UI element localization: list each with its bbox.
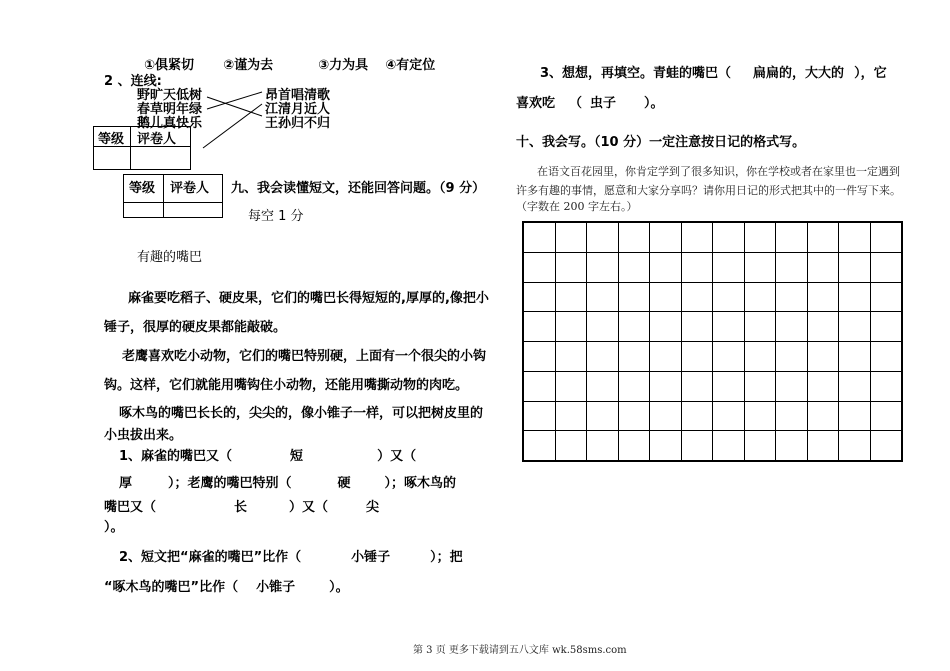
writing-grid-cell[interactable] [524, 401, 556, 431]
writing-grid-cell[interactable] [807, 312, 839, 342]
writing-grid-cell[interactable] [744, 312, 776, 342]
writing-grid-row [524, 401, 902, 431]
writing-grid-row [524, 431, 902, 461]
writing-grid-cell[interactable] [870, 282, 902, 312]
writing-grid-cell[interactable] [587, 431, 619, 461]
writing-grid-cell[interactable] [839, 312, 871, 342]
q1-line-4: ）。 [104, 520, 124, 535]
writing-grid-cell[interactable] [524, 223, 556, 253]
writing-grid-cell[interactable] [807, 282, 839, 312]
writing-grid-cell[interactable] [618, 371, 650, 401]
passage-para-3-line-2: 小虫拔出来。 [104, 428, 183, 443]
writing-grid-cell[interactable] [807, 371, 839, 401]
writing-grid-cell[interactable] [744, 401, 776, 431]
q1-answer-short: 短 [290, 449, 304, 464]
writing-grid-cell[interactable] [587, 342, 619, 372]
option-2: ②谨为去 [223, 58, 274, 73]
writing-grid-cell[interactable] [776, 342, 808, 372]
writing-grid-cell[interactable] [587, 223, 619, 253]
writing-grid-cell[interactable] [587, 252, 619, 282]
q1-answer-hard: 硬 [337, 476, 351, 491]
writing-grid-row [524, 223, 902, 253]
writing-grid-cell[interactable] [776, 312, 808, 342]
match-left-2: 春草明年绿 [137, 102, 203, 117]
q2-line-1-prefix: 2、短文把“麻雀的嘴巴”比作（ [119, 550, 302, 565]
score-box-2-grader-label: 评卷人 [170, 181, 210, 196]
writing-grid-cell[interactable] [650, 401, 682, 431]
writing-grid-cell[interactable] [870, 371, 902, 401]
writing-grid-cell[interactable] [839, 371, 871, 401]
section-9-title: 九、我会读懂短文，还能回答问题。（9 分） [231, 181, 486, 196]
q2-line-2-prefix: “啄木鸟的嘴巴”比作（ [104, 580, 239, 595]
option-4: ④有定位 [385, 58, 436, 73]
section-9-note: 每空 1 分 [248, 209, 304, 224]
writing-grid-cell[interactable] [681, 312, 713, 342]
writing-grid-cell[interactable] [776, 252, 808, 282]
writing-grid-cell[interactable] [618, 223, 650, 253]
q3-line-2 [516, 92, 664, 111]
passage-para-3-line-1: 啄木鸟的嘴巴长长的，尖尖的，像小锥子一样，可以把树皮里的 [119, 406, 484, 421]
writing-grid-cell[interactable] [744, 252, 776, 282]
q1-line-2-suffix: ）；啄木鸟的 [384, 476, 457, 491]
writing-grid-cell[interactable] [681, 252, 713, 282]
writing-grid[interactable] [522, 221, 903, 462]
writing-grid-cell[interactable] [776, 282, 808, 312]
writing-grid-cell[interactable] [650, 371, 682, 401]
writing-grid-cell[interactable] [807, 252, 839, 282]
writing-grid-cell[interactable] [524, 342, 556, 372]
writing-grid-cell[interactable] [681, 431, 713, 461]
writing-grid-cell[interactable] [555, 342, 587, 372]
q2-line-1 [119, 546, 463, 565]
writing-grid-cell[interactable] [807, 342, 839, 372]
writing-grid-cell[interactable] [587, 371, 619, 401]
writing-grid-cell[interactable] [839, 223, 871, 253]
match-line-3 [203, 104, 262, 148]
q3-answer-mouth: 扁扁的，大大的 [753, 66, 845, 81]
writing-grid-cell[interactable] [618, 282, 650, 312]
q2-answer-hammer: 小锤子 [351, 550, 391, 565]
writing-grid-cell[interactable] [555, 282, 587, 312]
q2-line-1-suffix: ）；把 [430, 550, 463, 565]
writing-grid-cell[interactable] [839, 401, 871, 431]
q2-answer-awl: 小锥子 [256, 580, 296, 595]
writing-grid-cell[interactable] [555, 312, 587, 342]
section-10-title: 十、我会写。（10 分）一定注意按日记的格式写。 [516, 135, 806, 150]
writing-grid-cell[interactable] [744, 371, 776, 401]
passage-para-2-line-1: 老鹰喜欢吃小动物，它们的嘴巴特别硬，上面有一个很尖的小钩 [122, 349, 487, 364]
writing-grid-cell[interactable] [776, 401, 808, 431]
q3-line-2-suffix: ）。 [644, 96, 664, 111]
writing-instruction-line-3: （字数在 200 字左右。） [516, 200, 638, 213]
match-right-3: 王孙归不归 [265, 116, 331, 131]
writing-grid-cell[interactable] [618, 401, 650, 431]
page-footer: 第 3 页 更多下载请到五八文库 wk.58sms.com [413, 645, 627, 656]
writing-grid-cell[interactable] [618, 312, 650, 342]
q3-line-2-open: （ [569, 96, 583, 111]
writing-grid-cell[interactable] [713, 252, 745, 282]
score-box-1-grade-label: 等级 [98, 132, 125, 147]
writing-grid-cell[interactable] [524, 282, 556, 312]
writing-grid-cell[interactable] [807, 401, 839, 431]
writing-grid-cell[interactable] [650, 282, 682, 312]
writing-grid-cell[interactable] [870, 401, 902, 431]
writing-grid-cell[interactable] [555, 431, 587, 461]
q3-line-2-prefix: 喜欢吃 [516, 96, 556, 111]
writing-grid-cell[interactable] [713, 223, 745, 253]
writing-instruction-line-1: 在语文百花园里，你肯定学到了很多知识，你在学校或者在家里也一定遇到 [537, 165, 900, 178]
writing-grid-cell[interactable] [713, 312, 745, 342]
q1-answer-long: 长 [234, 500, 248, 515]
writing-grid-cell[interactable] [713, 431, 745, 461]
writing-grid-cell[interactable] [587, 312, 619, 342]
writing-grid-cell[interactable] [618, 342, 650, 372]
writing-grid-cell[interactable] [681, 282, 713, 312]
q1-answer-sharp: 尖 [366, 500, 380, 515]
writing-grid-cell[interactable] [776, 371, 808, 401]
writing-grid-row [524, 371, 902, 401]
writing-grid-cell[interactable] [587, 401, 619, 431]
writing-grid-cell[interactable] [713, 401, 745, 431]
writing-grid-cell[interactable] [839, 282, 871, 312]
writing-grid-cell[interactable] [618, 431, 650, 461]
q3-line-1-suffix: ），它 [854, 66, 887, 81]
writing-grid-cell[interactable] [524, 371, 556, 401]
q1-answer-thick: 厚 [119, 476, 133, 491]
question-2-title: 2 、连线: [104, 74, 162, 89]
writing-grid-cell[interactable] [524, 312, 556, 342]
passage-para-2-line-2: 钩。这样，它们就能用嘴钩住小动物，还能用嘴撕动物的肉吃。 [104, 378, 469, 393]
writing-grid-row [524, 312, 902, 342]
writing-grid-cell[interactable] [744, 342, 776, 372]
q1-line-1-suffix: ）又（ [377, 449, 417, 464]
match-left-1: 野旷天低树 [137, 88, 203, 103]
q1-line-1 [119, 445, 416, 464]
writing-grid-cell[interactable] [524, 252, 556, 282]
writing-grid-cell[interactable] [807, 431, 839, 461]
writing-grid-cell[interactable] [870, 252, 902, 282]
writing-grid-cell[interactable] [713, 371, 745, 401]
writing-grid-cell[interactable] [807, 223, 839, 253]
match-left-3: 鹅儿真快乐 [137, 116, 203, 131]
writing-grid-cell[interactable] [650, 431, 682, 461]
passage-title: 有趣的嘴巴 [137, 250, 203, 265]
writing-grid-cell[interactable] [839, 252, 871, 282]
writing-grid-cell[interactable] [870, 223, 902, 253]
writing-grid-cell[interactable] [650, 223, 682, 253]
writing-grid-cell[interactable] [555, 401, 587, 431]
writing-grid-cell[interactable] [839, 342, 871, 372]
writing-instruction-line-2: 许多有趣的事情，愿意和大家分享吗？请你用日记的形式把其中的一件写下来。 [516, 184, 901, 197]
writing-grid-cell[interactable] [524, 431, 556, 461]
writing-grid-cell[interactable] [713, 342, 745, 372]
writing-grid-cell[interactable] [618, 252, 650, 282]
writing-grid-cell[interactable] [839, 431, 871, 461]
writing-grid-cell[interactable] [744, 282, 776, 312]
q1-line-3-prefix: 嘴巴又（ [104, 500, 157, 515]
writing-grid-row [524, 282, 902, 312]
match-right-2: 江清月近人 [265, 102, 331, 117]
q1-line-2 [119, 472, 456, 491]
writing-grid-cell[interactable] [587, 282, 619, 312]
writing-grid-cell[interactable] [555, 252, 587, 282]
writing-grid-row [524, 252, 902, 282]
q1-line-3-middle: ）又（ [289, 500, 329, 515]
q3-line-1-prefix: 3、想想，再填空。青蛙的嘴巴（ [540, 66, 732, 81]
writing-grid-cell[interactable] [650, 342, 682, 372]
q2-line-2 [104, 576, 349, 595]
writing-grid-cell[interactable] [681, 371, 713, 401]
writing-grid-cell[interactable] [681, 401, 713, 431]
writing-grid-cell[interactable] [650, 312, 682, 342]
writing-grid-cell[interactable] [870, 431, 902, 461]
writing-grid-cell[interactable] [555, 371, 587, 401]
writing-grid-cell[interactable] [555, 223, 587, 253]
option-1: ①俱紧切 [144, 58, 195, 73]
q1-line-1-prefix: 1、麻雀的嘴巴又（ [119, 449, 233, 464]
option-3: ③力为具 [318, 58, 369, 73]
score-box-2-grade-label: 等级 [129, 181, 156, 196]
writing-grid-cell[interactable] [744, 431, 776, 461]
q2-line-2-suffix: ）。 [329, 580, 349, 595]
writing-grid-cell[interactable] [681, 223, 713, 253]
writing-grid-cell[interactable] [744, 223, 776, 253]
q1-line-3 [104, 496, 379, 515]
match-right-1: 昂首唱清歌 [265, 88, 331, 103]
writing-grid-cell[interactable] [681, 342, 713, 372]
writing-grid-row [524, 342, 902, 372]
passage-para-1-line-2: 锤子，很厚的硬皮果都能敲破。 [104, 320, 287, 335]
score-box-1-grader-label: 评卷人 [137, 132, 177, 147]
writing-grid-cell[interactable] [650, 252, 682, 282]
q3-line-1 [540, 62, 887, 81]
q1-line-2-middle: ）；老鹰的嘴巴特别（ [168, 476, 292, 491]
writing-grid-table[interactable] [523, 222, 902, 461]
writing-grid-cell[interactable] [870, 342, 902, 372]
writing-grid-cell[interactable] [870, 312, 902, 342]
q3-answer-food: 虫子 [590, 96, 617, 111]
passage-para-1-line-1: 麻雀要吃稻子、硬皮果，它们的嘴巴长得短短的,厚厚的,像把小 [128, 291, 489, 306]
writing-grid-cell[interactable] [713, 282, 745, 312]
writing-grid-cell[interactable] [776, 431, 808, 461]
writing-grid-cell[interactable] [776, 223, 808, 253]
